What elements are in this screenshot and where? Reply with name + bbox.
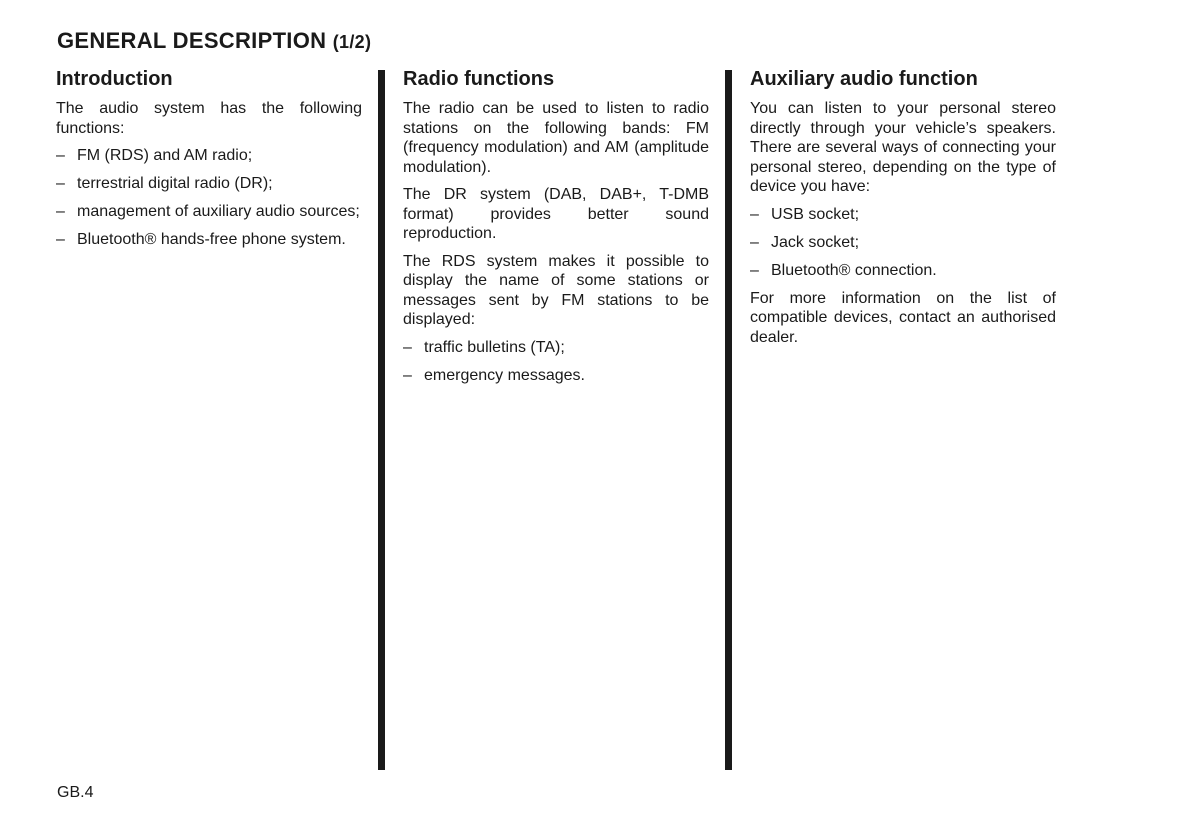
list-item [750, 261, 1056, 281]
auxiliary-audio-heading: Auxiliary audio function [750, 68, 978, 90]
list-item [750, 205, 1056, 225]
introduction-heading: Introduction [56, 68, 173, 90]
list-item [403, 338, 709, 358]
list-item-text: USB socket; [771, 205, 860, 223]
page-title-text: GENERAL DESCRIPTION [57, 28, 327, 53]
dash-bullet: – [56, 231, 65, 248]
list-item-text: Jack socket; [771, 233, 860, 251]
list-item-text: emergency messages. [424, 366, 585, 384]
list-item [56, 146, 362, 166]
radio-functions-heading: Radio functions [403, 68, 555, 90]
list-item [56, 174, 362, 194]
list-item [750, 233, 1056, 253]
radio-bands-paragraph: The radio can be used to listen to radio stations on the following bands: FM (frequency modulation) and AM (amplitude modulation). [403, 100, 709, 176]
dash-bullet: – [403, 366, 412, 384]
connection-type-list [750, 205, 1056, 281]
introduction-paragraph: The audio system has the following functions: [56, 100, 362, 137]
list-item [56, 202, 362, 222]
column-divider [378, 70, 385, 770]
compatible-devices-paragraph: For more information on the list of compatible devices, contact an authorised dealer. [750, 289, 1056, 346]
rds-message-list [403, 338, 709, 386]
list-item-text: terrestrial digital radio (DR); [77, 175, 273, 192]
auxiliary-audio-section [750, 66, 1056, 355]
page-number: GB.4 [57, 784, 94, 801]
introduction-section [56, 66, 362, 258]
column-divider [725, 70, 732, 770]
list-item [56, 230, 362, 250]
dash-bullet: – [403, 338, 412, 356]
dash-bullet: – [56, 147, 65, 164]
dash-bullet: – [750, 205, 759, 223]
page-title [57, 28, 371, 54]
radio-functions-section [403, 66, 709, 394]
rds-system-paragraph: The RDS system makes it possible to display the name of some stations or messages sent by FM stations to be displayed: [403, 252, 709, 328]
list-item-text: FM (RDS) and AM radio; [77, 147, 253, 164]
list-item-text: Bluetooth® hands-free phone system. [77, 231, 346, 248]
dr-system-paragraph: The DR system (DAB, DAB+, T-DMB format) provides better sound reproduction. [403, 186, 709, 242]
dash-bullet: – [750, 261, 759, 279]
list-item-text: Bluetooth® connection. [771, 261, 937, 279]
dash-bullet: – [750, 233, 759, 251]
introduction-function-list [56, 146, 362, 250]
dash-bullet: – [56, 203, 65, 220]
list-item-text: management of auxiliary audio sources; [77, 203, 360, 220]
page-title-suffix: (1/2) [332, 32, 372, 52]
list-item [403, 366, 709, 386]
auxiliary-audio-paragraph: You can listen to your personal stereo directly through your vehicle’s speakers. There are several ways of connecting your personal stereo, depending on the type of device you have: [750, 100, 1056, 195]
dash-bullet: – [56, 175, 65, 192]
list-item-text: traffic bulletins (TA); [424, 338, 565, 356]
